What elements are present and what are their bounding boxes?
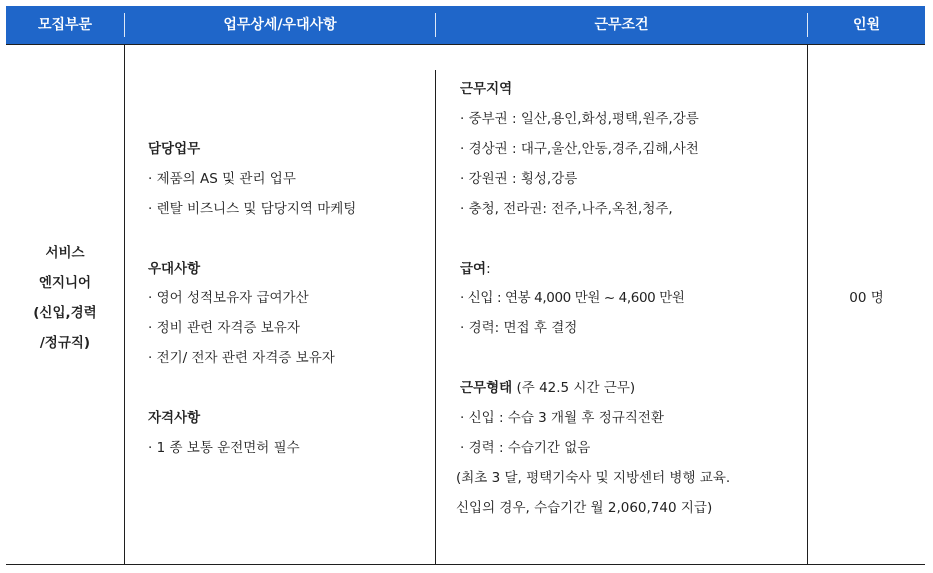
position-name: 엔지니어 (38, 275, 92, 291)
table-bottom-border (6, 564, 925, 565)
worktype-note-line: 신입의 경우, 수습기간 월 2,060,740 지급) (456, 500, 713, 516)
region-item: · 강원권 : 횡성,강릉 (460, 171, 578, 187)
salary-item: · 경력: 면접 후 결정 (460, 320, 578, 336)
salary-title: 급여 (460, 261, 487, 277)
region-item: · 충청, 전라권: 전주,나주,옥천,청주, (460, 201, 673, 217)
region-item: · 중부권 : 일산,용인,화성,평택,원주,강릉 (460, 111, 699, 127)
duty-title: 담당업무 (148, 141, 201, 157)
qualification-title: 자격사항 (148, 410, 201, 426)
region-title: 근무지역 (460, 81, 513, 97)
qualification-item: · 1 종 보통 운전면허 필수 (148, 440, 300, 456)
region-item: · 경상권 : 대구,울산,안동,경주,김해,사천 (460, 141, 699, 157)
position-type: (신입,경력 (33, 305, 97, 321)
preference-item: · 전기/ 전자 관련 자격증 보유자 (148, 350, 335, 366)
salary-heading (460, 259, 491, 279)
work-conditions-cell (436, 44, 807, 564)
job-details-cell (125, 44, 435, 564)
preference-title: 우대사항 (148, 261, 201, 277)
header-work-conditions: 근무조건 (594, 17, 649, 33)
preference-item: · 정비 관련 자격증 보유자 (148, 320, 300, 336)
duty-item: · 렌탈 비즈니스 및 담당지역 마케팅 (148, 201, 357, 217)
position-type: /정규직) (39, 335, 91, 351)
headcount-cell (808, 44, 925, 564)
position-name: 서비스 (45, 245, 85, 261)
worktype-item: · 신입 : 수습 3 개월 후 정규직전환 (460, 410, 664, 426)
table-header (6, 6, 925, 44)
worktype-title: 근무형태 (460, 380, 513, 396)
salary-colon: : (486, 261, 491, 277)
header-recruit-division: 모집부문 (37, 17, 93, 33)
worktype-note-line: (최초 3 달, 평택기숙사 및 지방센터 병행 교육. (456, 470, 731, 486)
headcount-value: 00 명 (849, 290, 884, 306)
worktype-item: · 경력 : 수습기간 없음 (460, 440, 591, 456)
duty-item: · 제품의 AS 및 관리 업무 (148, 171, 296, 187)
header-job-details: 업무상세/우대사항 (223, 17, 337, 33)
position-cell (6, 44, 124, 564)
worktype-note: (주 42.5 시간 근무) (516, 380, 636, 396)
header-headcount: 인원 (852, 17, 881, 33)
worktype-heading (460, 378, 635, 398)
preference-item: · 영어 성적보유자 급여가산 (148, 290, 309, 306)
salary-item: · 신입 : 연봉 4,000 만원 ~ 4,600 만원 (460, 290, 685, 306)
